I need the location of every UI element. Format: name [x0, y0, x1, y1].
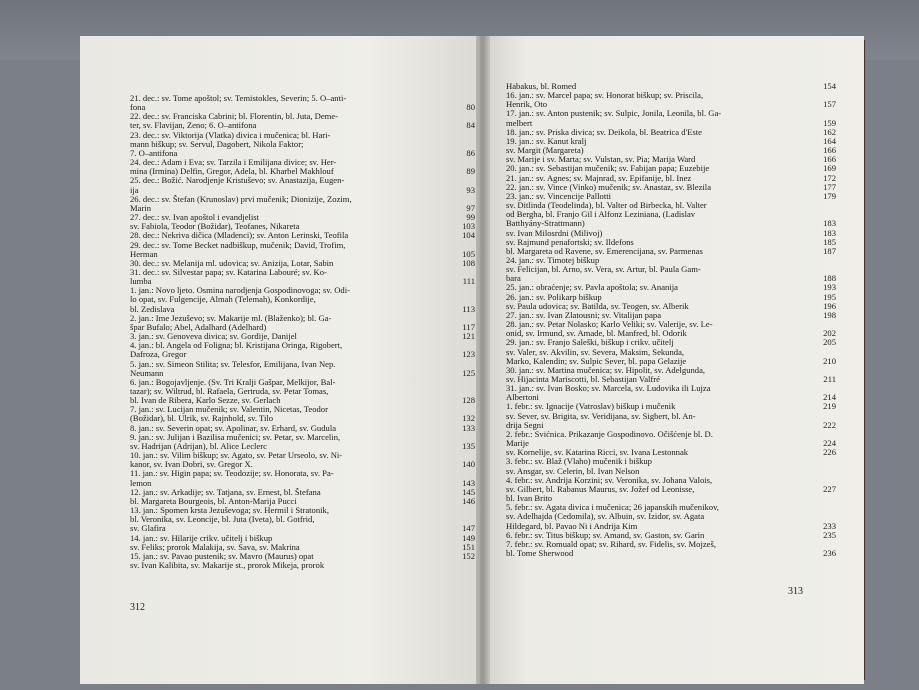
- index-line: [130, 497, 475, 506]
- right-page: [480, 36, 864, 684]
- index-line-text: 9. jan.: sv. Julijan i Bazilisa mučenici; sv. Petar, sv. Marcelin,: [130, 432, 341, 442]
- index-line-text: kanor, sv. Ivan Dobri, sv. Gregor X.: [130, 460, 253, 470]
- index-line: [130, 396, 475, 405]
- index-line: [506, 256, 836, 265]
- index-line: [130, 305, 475, 314]
- index-line: [130, 204, 475, 213]
- index-line-page: 205: [823, 337, 836, 348]
- index-line-page: 146: [462, 495, 475, 506]
- index-line-text: sv. Hadrijan (Adrijan), bl. Alice Leclerc: [130, 441, 267, 451]
- index-line: [506, 402, 836, 411]
- index-line-page: 159: [823, 117, 836, 128]
- index-line-page: 108: [462, 257, 475, 268]
- index-line: [506, 485, 836, 494]
- index-line: [130, 515, 475, 524]
- index-line-page: 97: [466, 202, 475, 213]
- index-line-page: 103: [462, 221, 475, 232]
- index-line-text: 29. dec.: sv. Tome Becket nadbiškup, mučenik; David, Trofim,: [130, 240, 346, 250]
- index-line: [506, 421, 836, 430]
- index-line-text: Marije: [506, 439, 529, 449]
- index-line-page: 133: [462, 422, 475, 433]
- index-line: [506, 155, 836, 164]
- index-line-text: 29. jan.: sv. Franjo Saleški, biškup i crikv. učitelj: [506, 338, 674, 348]
- index-line: [130, 341, 475, 350]
- index-line-text: ter, sv. Flavijan, Zeno; 6. O–antifona: [130, 121, 257, 131]
- index-line: [506, 457, 836, 466]
- index-line-text: Dafroza, Gregor: [130, 350, 187, 360]
- index-line: [130, 112, 475, 121]
- index-line-text: 25. dec.: Božić. Narodjenje Kristuševo; sv. Anastazija, Eugen-: [130, 176, 345, 186]
- index-line: [130, 323, 475, 332]
- index-line-page: 214: [823, 392, 836, 403]
- index-line-text: sv. Margit (Margareta): [506, 146, 584, 156]
- index-line: [506, 366, 836, 375]
- index-line-text: 17. jan.: sv. Anton pustenik; sv. Sulpic, Jonila, Leonila, bl. Ga-: [506, 109, 722, 119]
- index-line-text: 30. dec.: sv. Melanija ml. udovica; sv. Anizija, Lotar, Sabin: [130, 258, 334, 268]
- index-line-page: 222: [823, 419, 836, 430]
- index-line: [506, 229, 836, 238]
- index-line: [130, 552, 475, 561]
- index-line-page: 149: [462, 532, 475, 543]
- index-line-text: 20. jan.: sv. Sebastijan mučenik; sv. Fabijan papa; Euzebije: [506, 164, 710, 174]
- index-line-text: 14. jan.: sv. Hilarije crikv. učitelj i biškup: [130, 533, 273, 543]
- index-line-text: 4. febr.: sv. Andrija Korzini; sv. Veronika, sv. Johana Valois,: [506, 475, 713, 485]
- index-line-page: 125: [462, 367, 475, 378]
- index-line-text: 23. dec.: sv. Viktorija (Vlatka) divica i mučenica; bl. Hari-: [130, 130, 331, 140]
- index-line-text: 16. jan.: sv. Marcel papa; sv. Honorat biškup; sv. Priscila,: [506, 91, 704, 101]
- index-line: [506, 503, 836, 512]
- index-line: [506, 549, 836, 558]
- index-line-text: 8. jan.: sv. Severin opat; sv. Apolinar, sv. Erhard, sv. Gudula: [130, 423, 337, 433]
- index-line-text: bl. Margareta od Ravene, sv. Emerencijana, sv. Parmenas: [506, 246, 703, 256]
- index-line-page: 123: [462, 349, 475, 360]
- index-line-text: 18. jan.: sv. Priska divica; sv. Deikola, bl. Beatrica d'Este: [506, 127, 702, 137]
- index-line: [130, 241, 475, 250]
- index-line-text: tazar); sv. Wiltrud, bl. Rafaela, Gertruda, sv. Petar Tomas,: [130, 387, 329, 396]
- index-line: [506, 338, 836, 347]
- index-line-text: 31. jan.: sv. Ivan Bosko; sv. Marcela, sv. Ludovika ili Lujza: [506, 384, 711, 394]
- index-line: [506, 146, 836, 155]
- index-line-page: 224: [823, 438, 836, 449]
- index-line: [506, 320, 836, 329]
- index-line: [506, 128, 836, 137]
- index-line: [506, 430, 836, 439]
- index-line: [506, 412, 836, 421]
- index-line: [506, 311, 836, 320]
- index-line-page: 147: [462, 523, 475, 534]
- index-line-text: 1. jan.: Novo ljeto. Osmina narodjenja Gospodinovoga; sv. Odi-: [130, 286, 350, 296]
- index-line: [506, 283, 836, 292]
- index-line-page: 157: [823, 99, 836, 110]
- index-line-text: sv. Sever, sv. Brigita, sv. Veridijana, sv. Sigbert, bl. An-: [506, 411, 696, 421]
- index-line-text: 2. febr.: Svićnica. Prikazanje Gospodinovo. Očišćenje bl. D.: [506, 429, 713, 439]
- index-line-text: 7. O–antifona: [130, 148, 178, 158]
- index-line: [506, 448, 836, 457]
- index-line-text: sv. Ivan Kalibita, sv. Makarije st., prorok Mikeja, prorok: [130, 560, 325, 570]
- index-line: [506, 293, 836, 302]
- index-line: [130, 149, 475, 158]
- index-line: [506, 201, 836, 210]
- index-line: [506, 540, 836, 549]
- index-line-page: 132: [462, 413, 475, 424]
- index-line-text: sv. Felicijan, bl. Arno, sv. Vera, sv. Artur, bl. Paula Gam-: [506, 265, 701, 275]
- index-line: [506, 219, 836, 228]
- index-line: [130, 250, 475, 259]
- index-line-page: 177: [823, 181, 836, 192]
- index-line: [506, 137, 836, 146]
- index-line-text: 24. jan.: sv. Timotej biškup: [506, 255, 600, 265]
- index-line-page: 193: [823, 282, 836, 293]
- index-line-text: Albertoni: [506, 393, 539, 403]
- index-line-page: 227: [823, 483, 836, 494]
- index-line-page: 93: [466, 184, 475, 195]
- index-line-page: 195: [823, 291, 836, 302]
- index-line-page: 211: [823, 374, 836, 384]
- index-line: [130, 479, 475, 488]
- index-line: [506, 119, 836, 128]
- index-line-text: drija Segni: [506, 420, 544, 430]
- index-line-text: 24. dec.: Adam i Eva; sv. Tarzila i Emilijana divice; sv. Her-: [130, 158, 337, 168]
- index-line-text: 27. jan.: sv. Ivan Zlatousni; sv. Vitalijan papa: [506, 310, 662, 320]
- index-line-text: bl. Veronika, sv. Leoncije, bl. Juta (Iveta), bl. Gotfrid,: [130, 515, 315, 525]
- index-line-text: bl. Ivan de Ribera, Karlo Sezze, sv. Gerlach: [130, 396, 281, 406]
- index-line-page: 99: [466, 212, 475, 223]
- index-line-page: 113: [462, 303, 475, 314]
- index-line: [130, 433, 475, 442]
- index-line: [506, 375, 836, 384]
- index-line: [506, 82, 836, 91]
- index-line-page: 210: [823, 355, 836, 366]
- index-line: [130, 222, 475, 231]
- index-line-text: fona: [130, 103, 146, 113]
- index-line: [506, 439, 836, 448]
- index-line: [130, 195, 475, 204]
- index-line-text: 21. dec.: sv. Tome apoštol; sv. Temistokles, Severin; 5. O–anti-: [130, 94, 347, 103]
- index-line-text: bara: [506, 274, 521, 284]
- index-line-text: 3. jan.: sv. Genoveva divica; sv. Gordije, Danijel: [130, 332, 297, 342]
- index-line: [506, 274, 836, 283]
- index-line-page: 233: [823, 520, 836, 531]
- index-line: [506, 531, 836, 540]
- index-line-text: 26. dec.: sv. Štefan (Krunoslav) prvi mučenik; Dionizije, Zozim,: [130, 194, 352, 204]
- index-line: [130, 314, 475, 323]
- index-line: [130, 176, 475, 185]
- index-line-text: mann biškup; sv. Servul, Dagobert, Nikola Faktor;: [130, 139, 304, 149]
- index-line-text: lo opat, sv. Fulgencije, Almah (Telemah), Konkordije,: [130, 295, 316, 305]
- index-line-page: 166: [823, 154, 836, 165]
- index-line: [506, 467, 836, 476]
- index-line-page: 111: [462, 276, 475, 287]
- index-line: [130, 561, 475, 570]
- index-line: [130, 103, 475, 112]
- index-line: [506, 164, 836, 173]
- index-line-text: 5. febr.: sv. Agata divica i mučenica; 26 japanskih mučenikov,: [506, 503, 719, 513]
- index-line: [130, 277, 475, 286]
- index-line-text: 15. jan.: sv. Pavao pustenik; sv. Mavro (Maurus) opat: [130, 551, 314, 561]
- index-line-text: 11. jan.: sv. Higin papa; sv. Teodozije; sv. Honorata, sv. Pa-: [130, 469, 334, 479]
- index-line: [130, 488, 475, 497]
- index-line-text: 5. jan.: sv. Simeon Stilita; sv. Telesfor, Emilijana, Ivan Nep.: [130, 359, 336, 369]
- index-line: [506, 183, 836, 192]
- index-line-text: Marin: [130, 203, 152, 213]
- index-line-page: 89: [466, 166, 475, 177]
- index-line-text: 6. jan.: Bogojavljenje. (Sv. Tri Kralji Gašpar, Melkijor, Bal-: [130, 377, 336, 387]
- index-line-text: sv. Feliks; prorok Malakija, sv. Sava, sv. Makrina: [130, 542, 300, 552]
- index-line-text: sv. Kornelije, sv. Katarina Ricci, sv. Ivana Lestonnak: [506, 448, 689, 458]
- index-line-text: 12. jan.: sv. Arkadije; sv. Tatjana, sv. Ernest, bl. Štefana: [130, 487, 321, 497]
- index-line-text: 31. dec.: sv. Silvestar papa; sv. Katarina Labouré; sv. Ko-: [130, 267, 327, 277]
- index-line-text: Habakus, bl. Romed: [506, 82, 577, 91]
- index-line: [130, 140, 475, 149]
- index-line-text: 22. jan.: sv. Vince (Vinko) mučenik; sv. Anastaz, sv. Blezila: [506, 182, 712, 192]
- index-line-page: 128: [462, 395, 475, 406]
- index-line: [130, 231, 475, 240]
- index-line-text: 3. febr.: sv. Blaž (Vlaho) mučenik i biškup: [506, 457, 652, 467]
- index-line-text: ija: [130, 185, 139, 195]
- index-line: [130, 506, 475, 515]
- index-line-page: 152: [462, 550, 475, 561]
- index-line-text: 23. jan.: sv. Vincencije Pallotti: [506, 191, 611, 201]
- index-line-page: 140: [462, 459, 475, 470]
- index-line-text: bl. Tome Sherwood: [506, 548, 574, 558]
- index-line-page: 236: [823, 547, 836, 558]
- index-line: [130, 167, 475, 176]
- index-line-page: 196: [823, 300, 836, 311]
- index-line-page: 162: [823, 126, 836, 137]
- index-line-text: 7. febr.: sv. Romuald opat; sv. Rihard, sv. Fidelis, sv. Mojzeš,: [506, 539, 716, 549]
- index-line: [130, 121, 475, 130]
- index-line-page: 151: [462, 541, 475, 552]
- index-line: [130, 186, 475, 195]
- index-line-text: 26. jan.: sv. Polikarp biškup: [506, 292, 602, 302]
- index-line: [130, 158, 475, 167]
- index-line: [130, 259, 475, 268]
- index-line: [506, 91, 836, 100]
- index-line: [130, 131, 475, 140]
- index-line-text: bl. Zedislava: [130, 304, 175, 314]
- index-line-page: 105: [462, 248, 475, 259]
- book-gutter: [476, 36, 490, 684]
- index-line-page: 172: [823, 172, 836, 183]
- index-line: [130, 424, 475, 433]
- index-line: [130, 414, 475, 423]
- index-line: [506, 384, 836, 393]
- index-line-text: 13. jan.: Spomen krsta Jezuševoga; sv. Hermil i Stratonik,: [130, 506, 329, 516]
- index-line-page: 202: [823, 328, 836, 339]
- index-line-page: 166: [823, 145, 836, 156]
- index-line-page: 183: [823, 218, 836, 229]
- index-line-text: melbert: [506, 118, 533, 128]
- index-line: [506, 192, 836, 201]
- left-page-number: 312: [130, 602, 145, 613]
- index-line-page: 169: [823, 163, 836, 174]
- index-line: [506, 238, 836, 247]
- index-line: [506, 174, 836, 183]
- index-line: [130, 332, 475, 341]
- index-line-text: bl. Ivan Brito: [506, 494, 553, 504]
- index-line: [506, 265, 836, 274]
- index-line: [130, 378, 475, 387]
- index-line-text: sv. Paula udovica; sv. Batilda, sv. Teogen, sv. Alberik: [506, 301, 689, 311]
- index-line: [130, 213, 475, 222]
- index-line-page: 226: [823, 447, 836, 458]
- index-line-page: 117: [462, 321, 475, 332]
- index-line-page: 143: [462, 477, 475, 488]
- index-line-page: 84: [466, 120, 475, 131]
- index-line-text: sv. Fabiola, Teodor (Božidar), Teofanes, Nikareta: [130, 222, 300, 232]
- index-line: [506, 512, 836, 521]
- index-line-text: Herman: [130, 249, 158, 259]
- index-line-text: (Božidar), bl. Ulrik, sv. Rajnhold, sv. Tilo: [130, 414, 274, 424]
- index-line-text: sv. Glafira: [130, 524, 166, 534]
- index-line: [506, 357, 836, 366]
- index-line: [130, 543, 475, 552]
- index-line-page: 183: [823, 227, 836, 238]
- index-line-text: sv. Ditlinda (Teodelinda), bl. Valter od Birbecka, bl. Valter: [506, 201, 707, 211]
- index-line: [130, 451, 475, 460]
- index-line-text: sv. Adelhajda (Cedomila), sv. Albuin, sv. Izidor, sv. Agata: [506, 512, 705, 522]
- index-line-text: špar Bufalo; Abel, Adalhard (Adelhard): [130, 322, 267, 332]
- index-line: [130, 268, 475, 277]
- index-line-page: 154: [823, 81, 836, 91]
- index-line-text: 27. dec.: sv. Ivan apoštol i evandjelist: [130, 213, 260, 223]
- index-line: [130, 460, 475, 469]
- index-line-text: 22. dec.: sv. Franciska Cabrini; bl. Florentin, bl. Juta, Deme-: [130, 112, 339, 122]
- index-line-text: 28. dec.: Nekriva dičica (Mladenci); sv. Anton Lerinski, Teofila: [130, 231, 349, 241]
- index-line-text: 21. jan.: sv. Agnes; sv. Majnrad, sv. Epifanije, bl. Inez: [506, 173, 692, 183]
- index-line-text: 7. jan.: sv. Lucijan mučenik; sv. Valentin, Nicetas, Teodor: [130, 405, 328, 415]
- index-line: [506, 100, 836, 109]
- index-line-page: 80: [466, 102, 475, 113]
- index-line-text: Henrik, Oto: [506, 100, 548, 110]
- index-line: [506, 348, 836, 357]
- index-line-page: 179: [823, 190, 836, 201]
- index-line-text: sv. Marije i sv. Marta; sv. Vulstan, sv. Pia; Marija Ward: [506, 155, 696, 165]
- index-line: [130, 295, 475, 304]
- index-line-page: 235: [823, 529, 836, 540]
- index-line-text: 1. febr.: sv. Ignacije (Vatroslav) biškup i mučenik: [506, 402, 676, 412]
- index-line-text: sv. Rajmund penafortski; sv. Ildefons: [506, 237, 634, 247]
- index-line-text: 4. jan.: bl. Angela od Foligna; bl. Kristijana Oringa, Rigobert,: [130, 341, 343, 351]
- index-line: [130, 469, 475, 478]
- index-line-text: sv. Ansgar, sv. Celerin, bl. Ivan Nelson: [506, 466, 640, 476]
- index-line-page: 145: [462, 486, 475, 497]
- index-line-page: 164: [823, 135, 836, 146]
- index-line-page: 135: [462, 440, 475, 451]
- index-line: [130, 94, 475, 103]
- index-line: [506, 522, 836, 531]
- index-line: [130, 369, 475, 378]
- index-line-page: 185: [823, 236, 836, 247]
- left-page: [80, 36, 488, 684]
- index-line-text: sv. Gilbert, bl. Rabanus Maurus, sv. Jožef od Leonisse,: [506, 484, 695, 494]
- index-line-text: od Bergha, bl. Franjo Gil i Alfonz Leziniana, (Ladislav: [506, 210, 696, 220]
- index-line-text: lemon: [130, 478, 152, 488]
- index-line: [506, 302, 836, 311]
- left-index-column: [130, 94, 475, 570]
- index-line-text: 28. jan.: sv. Petar Nolasko; Karlo Veliki; sv. Valerije, sv. Le-: [506, 320, 713, 330]
- index-line-page: 198: [823, 309, 836, 320]
- index-line-page: 187: [823, 245, 836, 256]
- index-line-text: 19. jan.: sv. Kanut kralj: [506, 136, 587, 146]
- index-line: [506, 109, 836, 118]
- index-line: [130, 442, 475, 451]
- index-line-text: 25. jan.: obraćenje; sv. Pavla apoštola; sv. Ananija: [506, 283, 678, 293]
- index-line: [506, 494, 836, 503]
- index-line: [130, 387, 475, 396]
- index-line: [130, 524, 475, 533]
- index-line: [130, 405, 475, 414]
- index-line-text: Batthyány-Strattmann): [506, 219, 585, 229]
- index-line-text: onid, sv. Irmund, sv. Amade, bl. Manfred, bl. Odorik: [506, 329, 687, 339]
- index-line-text: sv. Ivan Milosrdni (Milivoj): [506, 228, 603, 238]
- index-line: [130, 360, 475, 369]
- index-line: [506, 329, 836, 338]
- index-line-page: 219: [823, 401, 836, 412]
- index-line: [506, 476, 836, 485]
- index-line: [130, 534, 475, 543]
- index-line-page: 104: [462, 230, 475, 241]
- index-line-text: Neumann: [130, 368, 164, 378]
- index-line-text: 10. jan.: sv. Vilim biškup; sv. Agato, sv. Petar Urseolo, sv. Ni-: [130, 451, 343, 461]
- index-line-text: lumba: [130, 277, 152, 287]
- index-line-text: sv. Hijacinta Mariscotti, bl. Sebastijan Valfré: [506, 375, 660, 384]
- index-line-text: 6. febr.: sv. Titus biškup; sv. Amand, sv. Gaston, sv. Garin: [506, 530, 705, 540]
- index-line: [506, 393, 836, 402]
- index-line-text: bl. Margareta Bourgeois, bl. Anton-Marija Pucci: [130, 496, 297, 506]
- index-line-text: sv. Valer, sv. Akvilin, sv. Severa, Maksim, Sekunda,: [506, 347, 685, 357]
- index-line-page: 121: [462, 331, 475, 342]
- right-page-number: 313: [788, 586, 803, 597]
- index-line-text: Marko, Kalendin; sv. Sulpic Sever, bl. papa Gelazije: [506, 356, 687, 366]
- index-line-page: 188: [823, 273, 836, 284]
- index-line: [506, 247, 836, 256]
- index-line: [506, 210, 836, 219]
- index-line-text: mina (Irmina) Delfin, Gregor, Adela, bl. Kharbel Makhlouf: [130, 167, 334, 177]
- index-line-text: 30. jan.: sv. Martina mučenica; sv. Hipolit, sv. Adelgunda,: [506, 365, 706, 375]
- index-line-text: 2. jan.: Ime Jezuševo; sv. Makarije ml. (Blaženko); bl. Ga-: [130, 313, 332, 323]
- index-line-text: Hildegard, bl. Pavao Ni i Andrija Kim: [506, 521, 638, 531]
- index-line: [130, 350, 475, 359]
- index-line: [130, 286, 475, 295]
- index-line-page: 86: [466, 147, 475, 158]
- right-index-column: [506, 82, 836, 558]
